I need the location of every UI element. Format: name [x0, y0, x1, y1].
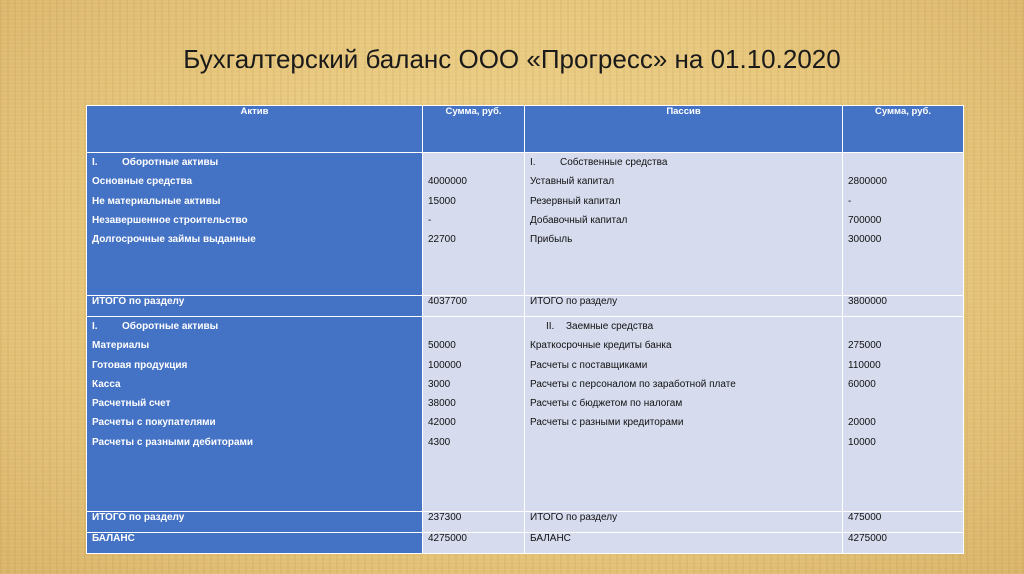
asset-value: 38000	[428, 398, 456, 410]
total-liability-value: 475000	[843, 512, 964, 533]
liability-item: Резервный капитал	[530, 195, 621, 207]
liability-item: Добавочный капитал	[530, 214, 628, 226]
asset-item: Незавершенное строительство	[92, 214, 248, 226]
header-asset-sum: Сумма, руб.	[423, 106, 525, 153]
total-2-row	[87, 512, 964, 533]
balance-label: БАЛАНС	[87, 533, 423, 554]
asset-item: Долгосрочные займы выданные	[92, 234, 256, 246]
balance-row	[87, 533, 964, 554]
section-1-assets	[87, 153, 423, 296]
liability-value: 700000	[848, 214, 882, 226]
total-asset-value: 4037700	[423, 296, 525, 317]
asset-item: Расчеты с разными дебиторами	[92, 436, 254, 448]
liability-value: 2800000	[848, 176, 887, 188]
asset-value: 22700	[428, 234, 456, 246]
liability-value: 110000	[848, 359, 881, 371]
section-1-liabilities	[525, 153, 843, 296]
liability-item: Расчеты с разными кредиторами	[530, 417, 684, 429]
liability-value: -	[848, 195, 852, 207]
section-heading: I. Оборотные активы	[92, 157, 219, 168]
balance-sheet-table	[86, 105, 964, 554]
liability-value: 20000	[848, 417, 876, 429]
header-liability-sum: Сумма, руб.	[843, 106, 964, 153]
liability-item: Краткосрочные кредиты банка	[530, 340, 672, 352]
header-liability: Пассив	[525, 106, 843, 153]
liability-value: 60000	[848, 378, 876, 390]
header-asset: Актив	[87, 106, 423, 153]
liability-value	[848, 394, 958, 413]
liability-item: Расчеты с поставщиками	[530, 359, 648, 371]
asset-value: 3000	[428, 378, 451, 390]
total-1-row	[87, 296, 964, 317]
section-heading: I. Собственные средства	[530, 157, 668, 168]
liability-item: Уставный капитал	[530, 176, 615, 188]
section-heading: I. Оборотные активы	[92, 321, 219, 332]
section-2-row	[87, 317, 964, 512]
asset-value: 50000	[428, 340, 456, 352]
section-heading: II. Заемные средства	[546, 321, 654, 332]
liability-value: 300000	[848, 234, 882, 246]
section-1-row	[87, 153, 964, 296]
slide-title: Бухгалтерский баланс ООО «Прогресс» на 01.10.2020	[183, 44, 841, 74]
section-2-assets	[87, 317, 423, 512]
asset-value: 4300	[428, 436, 451, 448]
asset-value: 15000	[428, 195, 456, 207]
total-liability-label: ИТОГО по разделу	[525, 296, 843, 317]
section-2-liability-values	[843, 317, 964, 512]
header-row	[87, 106, 964, 153]
total-label: ИТОГО по разделу	[87, 296, 423, 317]
section-1-liability-values	[843, 153, 964, 296]
liability-item: Прибыль	[530, 234, 573, 246]
total-asset-value: 237300	[423, 512, 525, 533]
liability-value: 10000	[848, 436, 876, 448]
asset-value: 4000000	[428, 176, 467, 188]
total-liability-label: ИТОГО по разделу	[525, 512, 843, 533]
asset-value: -	[428, 214, 432, 226]
section-2-asset-values	[423, 317, 525, 512]
asset-item: Не материальные активы	[92, 195, 221, 207]
asset-item: Расчеты с покупателями	[92, 417, 216, 429]
section-2-liabilities	[525, 317, 843, 512]
balance-liability-label: БАЛАНС	[525, 533, 843, 554]
liability-item: Расчеты с персоналом по заработной плате	[530, 378, 736, 390]
asset-item: Касса	[92, 378, 121, 390]
section-1-asset-values	[423, 153, 525, 296]
asset-value: 100000	[428, 359, 462, 371]
asset-item: Готовая продукция	[92, 359, 188, 371]
balance-asset-value: 4275000	[423, 533, 525, 554]
liability-item: Расчеты с бюджетом по налогам	[530, 398, 683, 410]
liability-value: 275000	[848, 340, 882, 352]
total-label: ИТОГО по разделу	[87, 512, 423, 533]
asset-item: Основные средства	[92, 176, 193, 188]
asset-item: Материалы	[92, 340, 150, 352]
asset-item: Расчетный счет	[92, 398, 171, 410]
asset-value: 42000	[428, 417, 456, 429]
balance-liability-value: 4275000	[843, 533, 964, 554]
total-liability-value: 3800000	[843, 296, 964, 317]
